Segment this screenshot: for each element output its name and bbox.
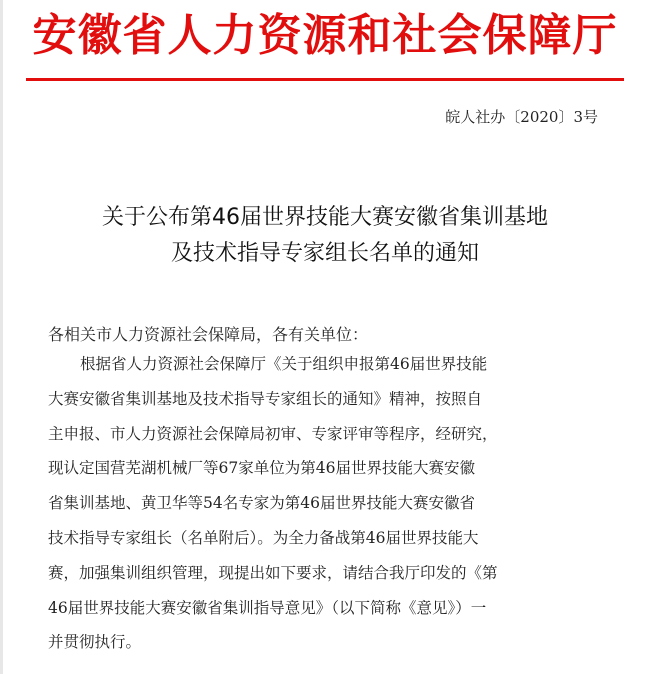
body-line: 技术指导专家组长（名单附后）。为全力备战第46届世界技能大 <box>48 528 479 547</box>
body-line: 46届世界技能大赛安徽省集训指导意见》（以下简称《意见》）一 <box>48 598 487 617</box>
document-number: 皖人社办〔2020〕3号 <box>445 108 598 126</box>
body-line: 根据省人力资源社会保障厅《关于组织申报第46届世界技能 <box>80 355 488 373</box>
body-line: 主申报、市人力资源社会保障局初审、专家评审等程序，经研究， <box>48 424 498 443</box>
document-title-line: 关于公布第46届世界技能大赛安徽省集训基地 <box>102 205 548 230</box>
agency-title: 安徽省人力资源和社会保障厅 <box>32 10 618 61</box>
document-title <box>40 200 610 272</box>
salutation: 各相关市人力资源社会保障局，各有关单位： <box>48 325 369 344</box>
body-line: 省集训基地、黄卫华等54名专家为第46届世界技能大赛安徽省 <box>48 494 475 513</box>
body-line: 现认定国营芜湖机械厂等67家单位为第46届世界技能大赛安徽 <box>48 459 475 478</box>
body-line: 赛，加强集训组织管理，现提出如下要求，请结合我厅印发的《第 <box>48 563 498 582</box>
red-header-rule <box>26 78 624 81</box>
document-title-line: 及技术指导专家组长名单的通知 <box>170 241 479 266</box>
body-line: 并贯彻执行。 <box>48 633 142 652</box>
body-line: 大赛安徽省集训基地及技术指导专家组长的通知》精神，按照自 <box>48 389 483 408</box>
body-paragraph <box>48 347 610 660</box>
page-edge <box>0 0 3 674</box>
